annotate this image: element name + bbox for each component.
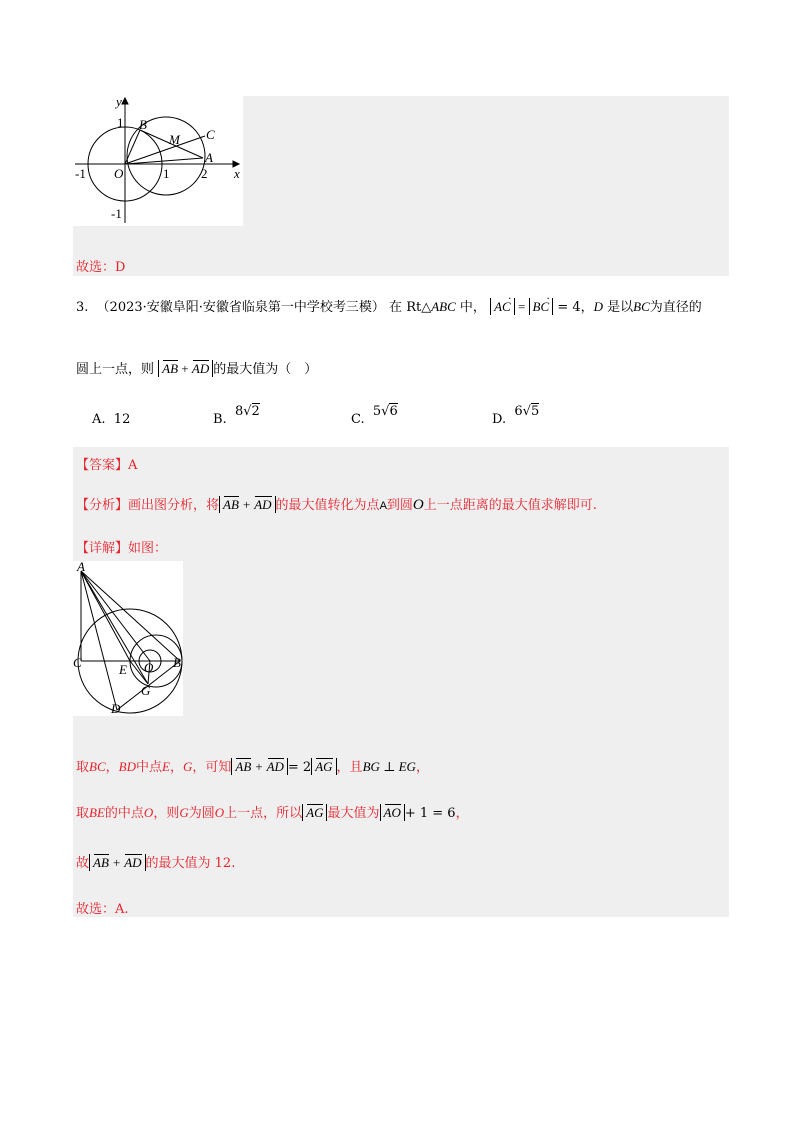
label-two: 2 (201, 166, 208, 181)
vector-sum-abs-4: AB + AD (89, 854, 146, 871)
rt-symbol: Rt△ (406, 300, 432, 315)
question-line-1: 3. （2023·安徽阜阳·安徽省临泉第一中学校考三模） 在 Rt△ABC 中， AC · = BC · = 4，D 是以BC为直径的 (76, 296, 702, 315)
comma: ， (580, 300, 594, 315)
label-c: C (206, 127, 215, 142)
point-d: D (593, 299, 604, 314)
question-source: （2023·安徽阜阳·安徽省临泉第一中学校考三模） (96, 300, 385, 315)
label-one-top: 1 (117, 115, 124, 130)
text-diameter: 为直径的 (649, 300, 702, 315)
option-d[interactable]: D. 6√5 (492, 404, 540, 427)
figure-2-svg (73, 561, 183, 716)
step-3: 故 AB + AD 的最大值为 12. (76, 855, 236, 871)
detail-line: 【详解】如图： (76, 541, 168, 556)
vector-ag-abs-2: AG (302, 804, 327, 821)
label-neg1-bottom: -1 (111, 206, 122, 221)
final-answer: 故选：A. (76, 902, 129, 917)
segment-ab (81, 571, 180, 661)
answer-line (76, 454, 137, 473)
label-x: x (234, 166, 240, 181)
segment-bc: BC (633, 299, 650, 314)
figure-triangle-circles (73, 561, 183, 716)
label-d: D (111, 701, 121, 716)
step-2: 取BE的中点O，则G为圆O上一点，所以 AG 最大值为 AO + 1 = 6， (76, 805, 469, 821)
segment-ag (81, 571, 148, 684)
label-o: O (144, 660, 154, 675)
label-o: O (114, 166, 124, 181)
figure-1-svg (73, 96, 243, 226)
segment-oc (125, 136, 205, 164)
option-a[interactable]: A. 12 (92, 412, 131, 427)
label-c: C (73, 655, 82, 670)
vector-sum-abs-2: AB + AD (219, 496, 276, 513)
vector-sum-abs-3: AB + AD (231, 758, 288, 775)
text-circle-point: 圆上一点，则 (76, 362, 155, 377)
label-b: B (139, 117, 147, 132)
segment-ae (81, 571, 130, 661)
label-a: A (205, 150, 213, 165)
analysis-tag: 【分析】 (76, 498, 129, 513)
question-number: 3. (76, 300, 89, 315)
detail-tag: 【详解】 (76, 541, 129, 556)
vector-ac-abs: AC · (490, 298, 515, 315)
label-one: 1 (163, 166, 170, 181)
answer-prev: 故选：D (76, 260, 126, 275)
label-e: E (119, 662, 127, 677)
step-1: 取BC，BD中点E，G，可知 AB + AD = 2 AG ，且BG ⊥ EG， (76, 759, 429, 775)
question-line-2 (76, 358, 317, 377)
y-arrow (122, 98, 128, 104)
triangle-abc: ABC (431, 299, 456, 314)
vector-bc-abs: BC · (529, 298, 554, 315)
segment-ao (81, 571, 150, 661)
label-y: y (116, 96, 122, 109)
text-max-value: 的最大值为（ ） (213, 362, 318, 377)
text-in: 在 (389, 300, 403, 315)
vector-ao-abs: AO (380, 804, 405, 821)
text-zhong: 中， (459, 300, 486, 315)
label-g: G (141, 683, 151, 698)
label-neg1: -1 (75, 166, 86, 181)
vector-ag-abs: AG (311, 758, 336, 775)
equals-four: = 4 (557, 300, 581, 315)
vector-sum-abs: AB + AD (158, 360, 213, 377)
figure-coordinate-circles (73, 96, 243, 226)
option-b[interactable]: B. 8√2 (213, 404, 260, 427)
label-a: A (77, 561, 85, 574)
segment-oa (125, 158, 203, 164)
label-m: M (169, 132, 180, 147)
label-b: B (173, 655, 181, 670)
answer-value: A (128, 458, 138, 473)
option-c[interactable]: C. 5√6 (351, 404, 398, 427)
text-shi: 是以 (607, 300, 634, 315)
analysis-line: 【分析】画出图分析，将 AB + AD 的最大值转化为点A到圆O上一点距离的最大值求解即可. (76, 497, 597, 513)
answer-tag: 【答案】 (76, 458, 129, 473)
